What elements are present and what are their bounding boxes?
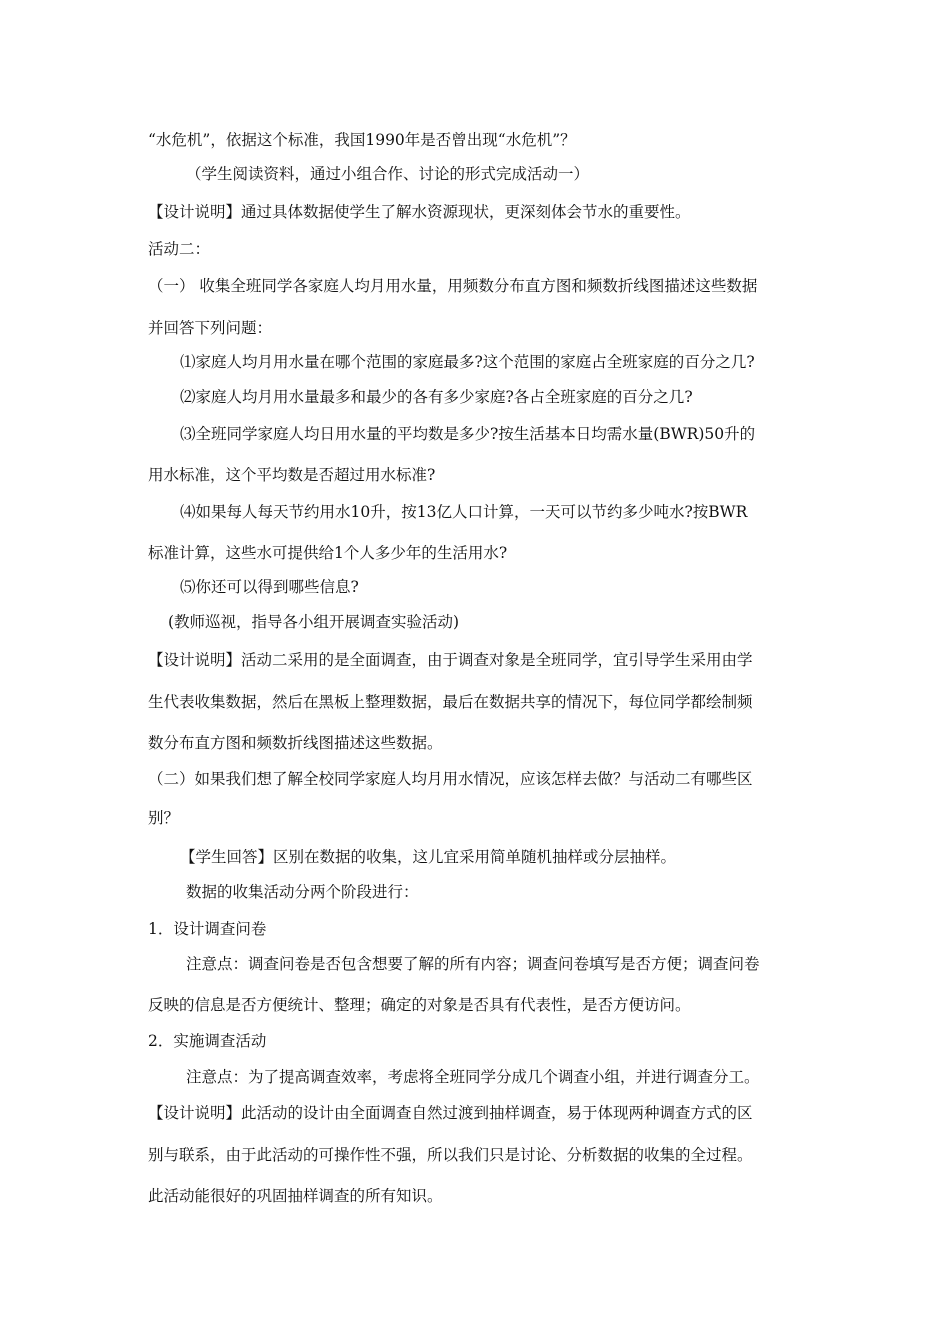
text-line: 别？ — [148, 809, 180, 827]
question-item: ⑷如果每人每天节约用水10升，按13亿人口计算，一天可以节约多少吨水?按BWR — [180, 503, 748, 521]
text-line: （一） 收集全班同学各家庭人均月用水量，用频数分布直方图和频数折线图描述这些数据 — [148, 277, 758, 295]
text-line: 反映的信息是否方便统计、整理；确定的对象是否具有代表性，是否方便访问。 — [148, 996, 691, 1014]
text-line: 数据的收集活动分两个阶段进行： — [186, 883, 419, 901]
design-note: 【设计说明】通过具体数据使学生了解水资源现状，更深刻体会节水的重要性。 — [148, 203, 691, 221]
step-heading: 1．设计调查问卷 — [148, 920, 267, 938]
question-item: ⑴家庭人均月用水量在哪个范围的家庭最多?这个范围的家庭占全班家庭的百分之几? — [180, 353, 755, 371]
text-line: 用水标准，这个平均数是否超过用水标准? — [148, 466, 436, 484]
text-line: “水危机”，依据这个标准，我国1990年是否曾出现“水危机”？ — [148, 131, 576, 149]
text-line: 标准计算，这些水可提供给1个人多少年的生活用水? — [148, 544, 508, 562]
step-heading: 2．实施调查活动 — [148, 1032, 267, 1050]
question-item: ⑵家庭人均月用水量最多和最少的各有多少家庭?各占全班家庭的百分之几? — [180, 388, 693, 406]
design-note: 【设计说明】活动二采用的是全面调查，由于调查对象是全班同学，宜引导学生采用由学 — [148, 651, 753, 669]
text-line: 注意点：为了提高调查效率，考虑将全班同学分成几个调查小组，并进行调查分工。 — [186, 1068, 760, 1086]
text-line: 此活动能很好的巩固抽样调查的所有知识。 — [148, 1187, 443, 1205]
student-answer: 【学生回答】区别在数据的收集，这儿宜采用简单随机抽样或分层抽样。 — [180, 848, 677, 866]
text-line: 生代表收集数据，然后在黑板上整理数据，最后在数据共享的情况下，每位同学都绘制频 — [148, 693, 753, 711]
design-note: 【设计说明】此活动的设计由全面调查自然过渡到抽样调查，易于体现两种调查方式的区 — [148, 1104, 753, 1122]
text-line: 数分布直方图和频数折线图描述这些数据。 — [148, 734, 443, 752]
section-heading: 活动二： — [148, 240, 211, 258]
text-line: 并回答下列问题： — [148, 319, 273, 337]
text-line: （二）如果我们想了解全校同学家庭人均月用水情况，应该怎样去做？与活动二有哪些区 — [148, 770, 753, 788]
text-line: （学生阅读资料，通过小组合作、讨论的形式完成活动一） — [186, 165, 590, 183]
question-item: ⑶全班同学家庭人均日用水量的平均数是多少?按生活基本日均需水量(BWR)50升的 — [180, 425, 756, 443]
text-line: 别与联系，由于此活动的可操作性不强，所以我们只是讨论、分析数据的收集的全过程。 — [148, 1146, 753, 1164]
text-line: (教师巡视，指导各小组开展调查实验活动) — [168, 613, 460, 631]
question-item: ⑸你还可以得到哪些信息? — [180, 578, 359, 596]
text-line: 注意点：调查问卷是否包含想要了解的所有内容；调查问卷填写是否方便；调查问卷 — [186, 955, 760, 973]
